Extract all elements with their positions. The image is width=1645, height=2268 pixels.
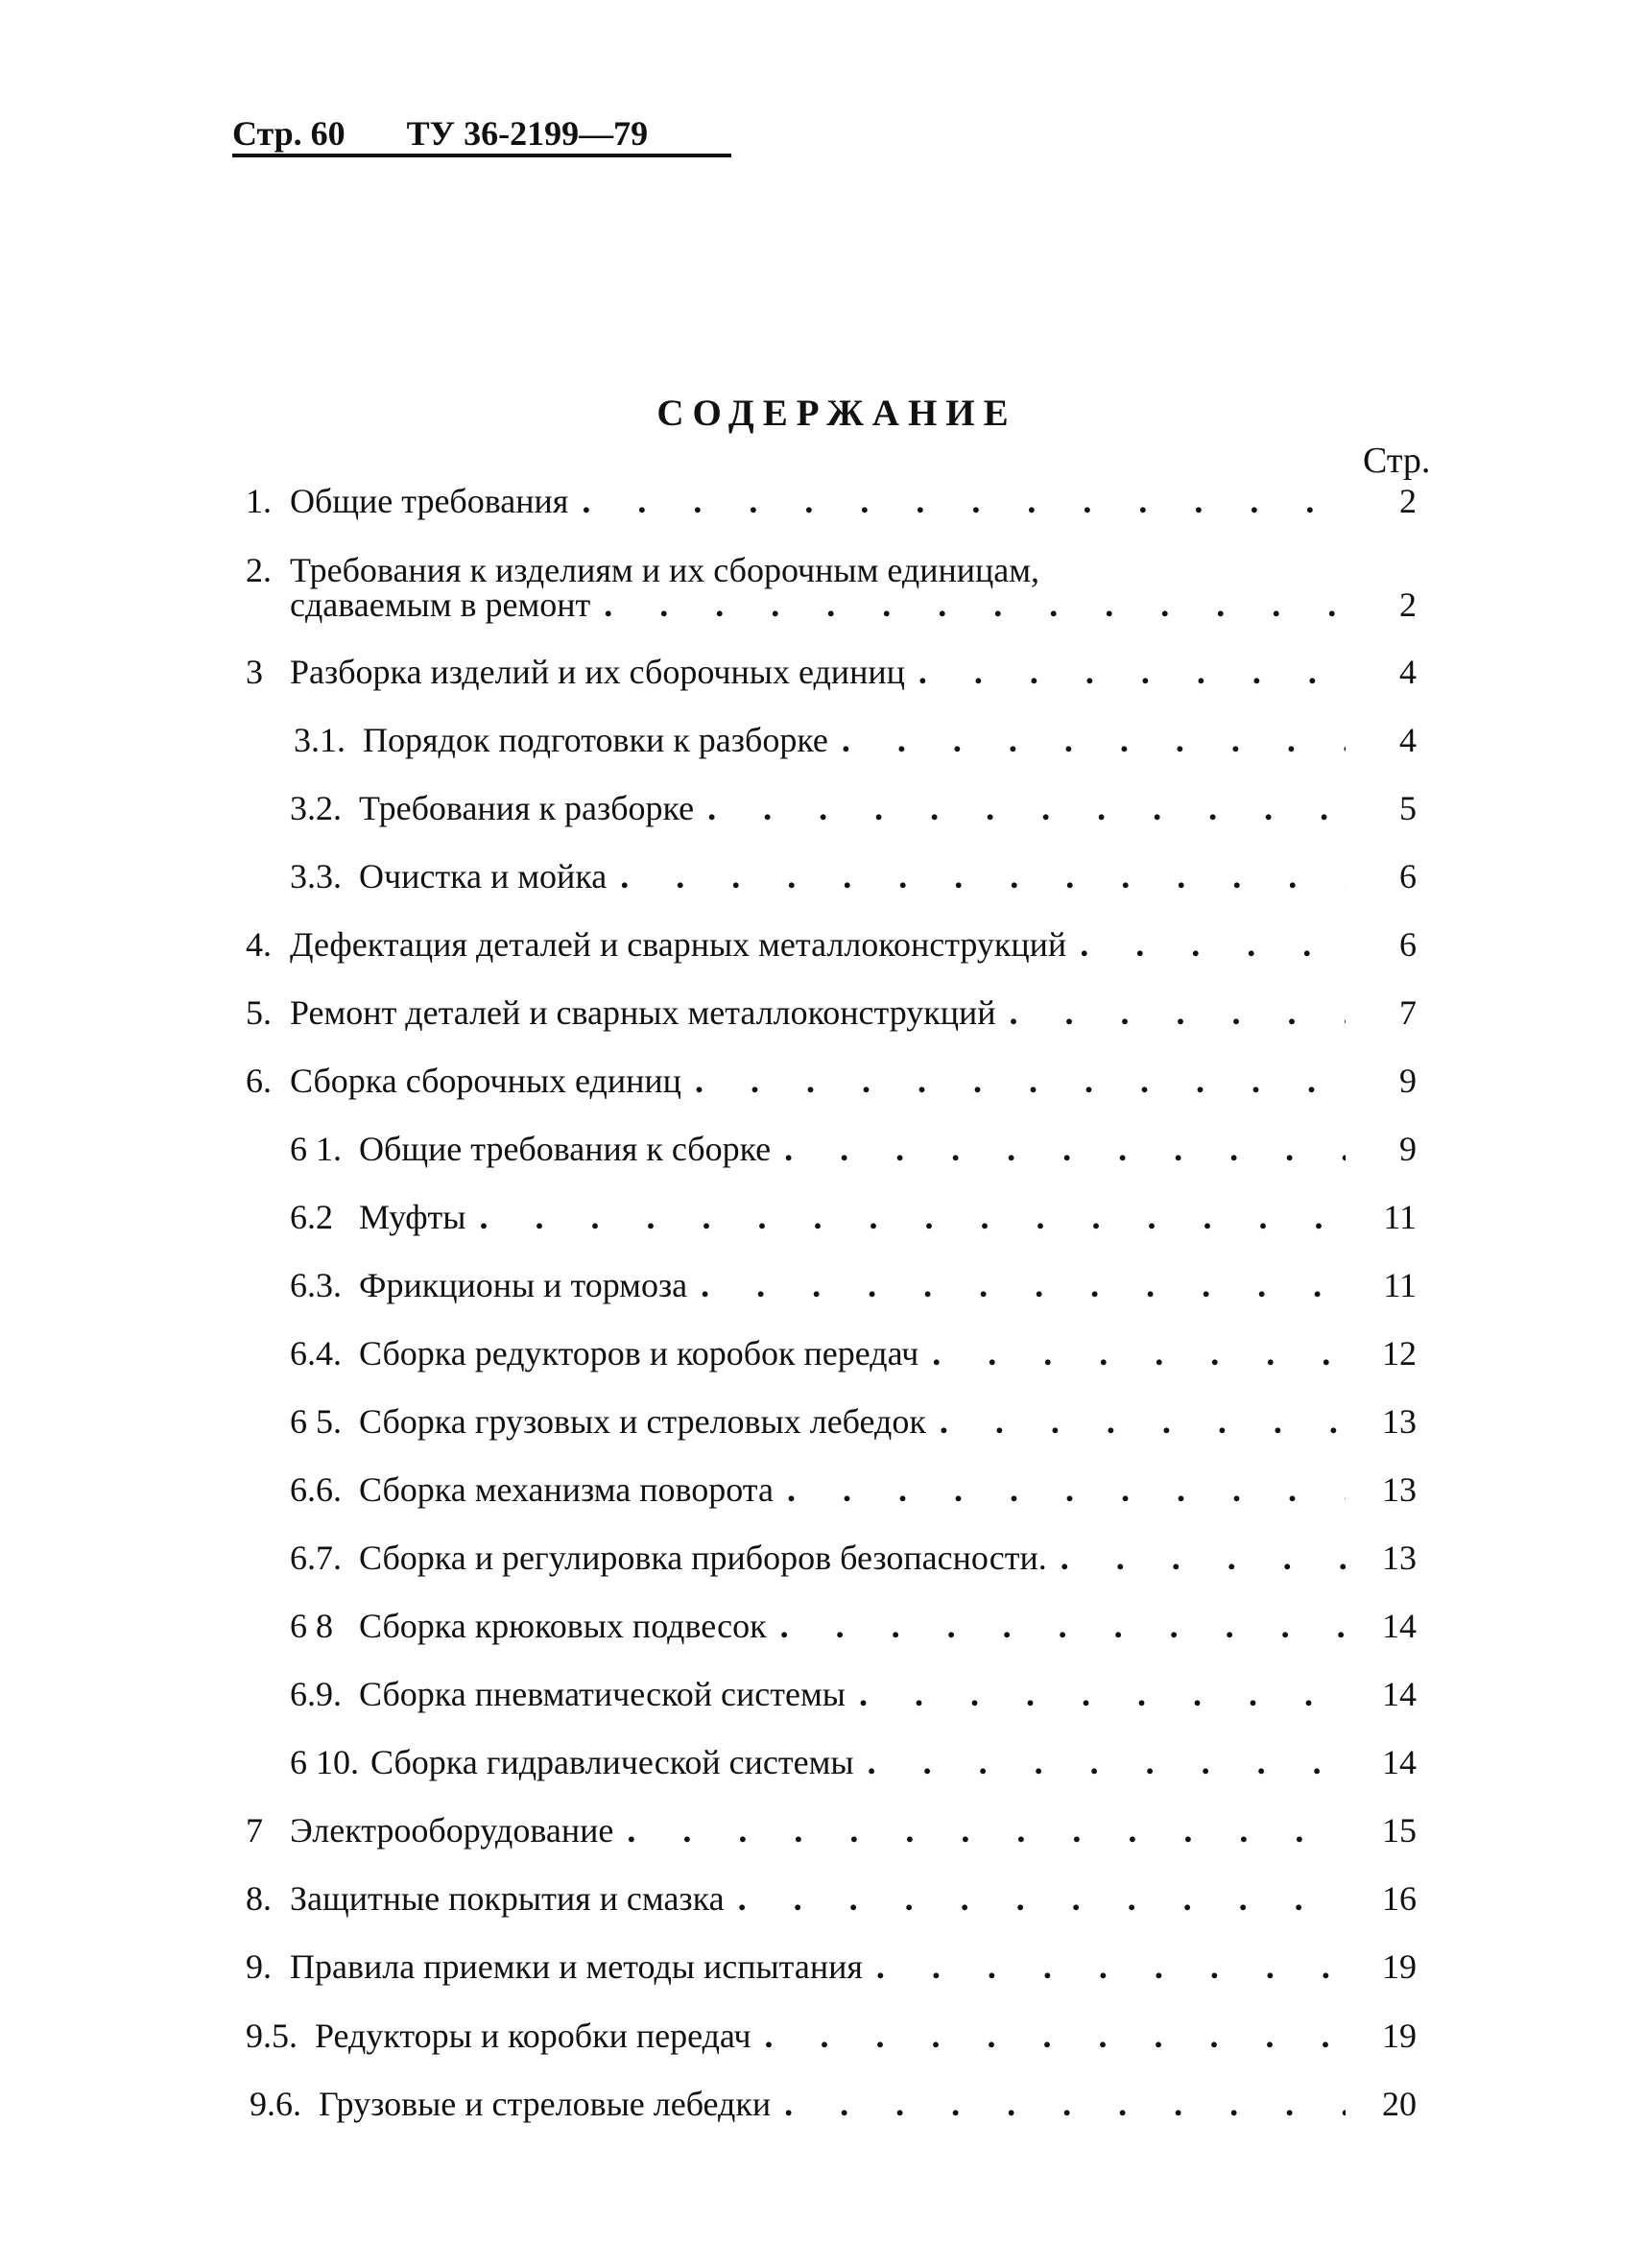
dot-leader: [868, 1743, 1346, 1781]
toc-entry-page: 19: [1382, 2017, 1417, 2055]
toc-entry: [294, 721, 1417, 759]
toc-entry-page: 16: [1382, 1879, 1417, 1918]
toc-entry-title: Очистка и мойка: [359, 857, 608, 895]
dot-leader: [479, 1198, 1346, 1236]
dot-leader: [1080, 925, 1346, 964]
toc-entry-title: Сборка крюковых подвесок: [359, 1607, 767, 1645]
toc-entry-number: 6.4.: [290, 1334, 342, 1373]
dot-leader: [940, 1402, 1346, 1441]
toc-entry: [290, 1675, 1417, 1713]
dot-leader: [859, 1675, 1346, 1713]
toc-entry-number: 6.3.: [290, 1266, 342, 1304]
toc-entry-title: Дефектация деталей и сварных металлоконструкций: [290, 925, 1067, 964]
toc-entry: [290, 1266, 1417, 1304]
toc-entry-title: Защитные покрытия и смазка: [290, 1879, 725, 1918]
toc-entry: [246, 1062, 1417, 1100]
toc-entry-number: 1.: [246, 482, 272, 520]
dot-leader: [582, 482, 1346, 520]
toc-entry-number: 9.6.: [250, 2085, 301, 2123]
toc-entry-title-line1: 2. Требования к изделиям и их сборочным единицам,: [246, 551, 1040, 589]
toc-entry-page: 2: [1399, 482, 1417, 520]
toc-entry: [246, 2017, 1417, 2055]
dot-leader: [842, 721, 1346, 759]
toc-entry-number: 6 1.: [290, 1130, 342, 1168]
toc-entry-title: Сборка гидравлической системы: [370, 1743, 854, 1781]
dot-leader: [876, 1947, 1346, 1986]
toc-entry-page: 6: [1399, 857, 1417, 895]
toc-entry-page: 13: [1382, 1470, 1417, 1509]
dot-leader: [765, 2017, 1346, 2055]
toc-entry-title: Требования к разборке: [359, 789, 695, 827]
toc-entry: [290, 1198, 1417, 1236]
toc-entry: [250, 2085, 1417, 2123]
toc-entry-number: 3: [246, 653, 263, 691]
toc-entry-title: Сборка и регулировка приборов безопасности.: [359, 1539, 1047, 1577]
toc-entry-title: Разборка изделий и их сборочных единиц: [290, 653, 905, 691]
dot-leader: [738, 1879, 1346, 1918]
page-number-label: Стр. 60: [232, 114, 346, 153]
toc-entry: [290, 1402, 1417, 1441]
toc-entry-number: 4.: [246, 925, 272, 964]
toc-entry-page: 14: [1382, 1607, 1417, 1645]
toc-entry-number: 6.9.: [290, 1675, 342, 1713]
toc-entry-number: 3.1.: [294, 721, 346, 759]
toc-entry-page: 2: [1399, 585, 1417, 624]
page-column-label: Стр.: [1363, 441, 1431, 481]
toc-entry-title: Общие требования: [290, 482, 569, 520]
toc-entry-page: 13: [1382, 1539, 1417, 1577]
toc-entry-page: 15: [1382, 1811, 1417, 1850]
dot-leader: [627, 1811, 1346, 1850]
toc-entry-number: 6.7.: [290, 1539, 342, 1577]
toc-entry: [246, 1879, 1417, 1918]
toc-entry-page: 14: [1382, 1675, 1417, 1713]
toc-entry: [246, 925, 1417, 964]
toc-entry: [290, 789, 1417, 827]
toc-entry-title: Электрооборудование: [290, 1811, 614, 1850]
toc-entry-number: 3.3.: [290, 857, 342, 895]
toc-entry-page: 5: [1399, 789, 1417, 827]
toc-entry: [246, 482, 1417, 520]
toc-entry: [290, 857, 1417, 895]
toc-entry-title: Фрикционы и тормоза: [359, 1266, 688, 1304]
toc-entry: [290, 585, 1417, 624]
toc-entry-title: Ремонт деталей и сварных металлоконструкций: [290, 993, 996, 1032]
toc-entry-page: 11: [1383, 1266, 1417, 1304]
dot-leader: [784, 2085, 1346, 2123]
document-number: ТУ 36-2199—79: [406, 114, 649, 153]
dot-leader: [604, 585, 1346, 624]
toc-entry-title: Редукторы и коробки передач: [315, 2017, 751, 2055]
toc-entry: [290, 1130, 1417, 1168]
toc-entry-title: Сборка механизма поворота: [359, 1470, 774, 1509]
toc-entry-number: 6.: [246, 1062, 272, 1100]
toc-entry-page: 4: [1399, 653, 1417, 691]
toc-entry: [290, 1470, 1417, 1509]
toc-entry-title: Правила приемки и методы испытания: [290, 1947, 863, 1986]
toc-entry-title: сдаваемым в ремонт: [290, 585, 591, 624]
toc-entry-number: 6.6.: [290, 1470, 342, 1509]
dot-leader: [1010, 993, 1346, 1032]
toc-entry-number: 2.: [246, 551, 272, 589]
toc-entry-number: 6 5.: [290, 1402, 342, 1441]
toc-entry-number: 7: [246, 1811, 263, 1850]
toc-entry-title: Муфты: [359, 1198, 466, 1236]
toc-entry: [246, 653, 1417, 691]
toc-entry-title: Сборка редукторов и коробок передач: [359, 1334, 919, 1373]
toc-entry-page: 4: [1399, 721, 1417, 759]
toc-entry-page: 12: [1382, 1334, 1417, 1373]
toc-entry-number: 5.: [246, 993, 272, 1032]
toc-entry-title: Сборка пневматической системы: [359, 1675, 846, 1713]
dot-leader: [701, 1266, 1346, 1304]
dot-leader: [695, 1062, 1346, 1100]
toc-entry-title: Общие требования к сборке: [359, 1130, 772, 1168]
toc-title: СОДЕРЖАНИЕ: [656, 393, 1017, 434]
dot-leader: [784, 1130, 1346, 1168]
dot-leader: [932, 1334, 1346, 1373]
toc-entry-page: 13: [1382, 1402, 1417, 1441]
toc-entry-number: 8.: [246, 1879, 272, 1918]
toc-entry-number: 9.: [246, 1947, 272, 1986]
dot-leader: [780, 1607, 1346, 1645]
toc-entry-page: 9: [1399, 1062, 1417, 1100]
toc-entry: [290, 1539, 1417, 1577]
toc-entry-number: 3.2.: [290, 789, 342, 827]
toc-entry-title: Сборка сборочных единиц: [290, 1062, 681, 1100]
toc-entry-page: 20: [1382, 2085, 1417, 2123]
toc-entry-page: 19: [1382, 1947, 1417, 1986]
toc-entry-page: 7: [1399, 993, 1417, 1032]
dot-leader: [1061, 1539, 1346, 1577]
dot-leader: [707, 789, 1346, 827]
toc-entry-page: 9: [1399, 1130, 1417, 1168]
toc-entry-title: Грузовые и стреловые лебедки: [319, 2085, 772, 2123]
dot-leader: [620, 857, 1346, 895]
toc-entry: [290, 1334, 1417, 1373]
dot-leader: [918, 653, 1346, 691]
toc-entry: [246, 1947, 1417, 1986]
toc-entry-number: 6 10.: [290, 1743, 359, 1781]
toc-entry-number: 6 8: [290, 1607, 333, 1645]
toc-entry: [246, 993, 1417, 1032]
toc-entry-page: 6: [1399, 925, 1417, 964]
toc-entry: [290, 1607, 1417, 1645]
toc-entry-number: 9.5.: [246, 2017, 298, 2055]
toc-entry-page: 11: [1383, 1198, 1417, 1236]
toc-entry: [246, 1811, 1417, 1850]
toc-entry-page: 14: [1382, 1743, 1417, 1781]
toc-entry-number: 6.2: [290, 1198, 333, 1236]
toc-entry-title: Сборка грузовых и стреловых лебедок: [359, 1402, 926, 1441]
toc-entry-title: Порядок подготовки к разборке: [363, 721, 828, 759]
dot-leader: [787, 1470, 1346, 1509]
toc-entry: [290, 1743, 1417, 1781]
